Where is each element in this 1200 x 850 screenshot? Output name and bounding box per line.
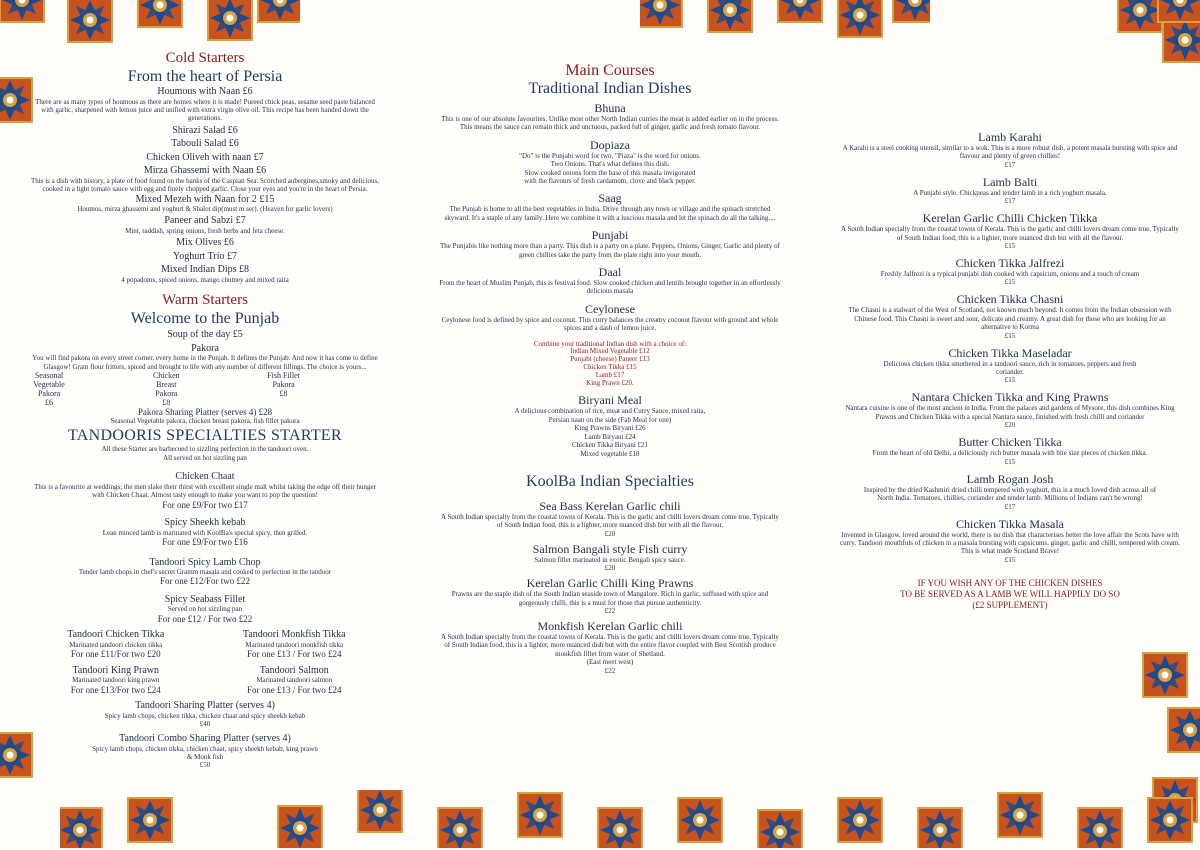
middle-column: [438, 62, 782, 675]
item-price: For one £13 / For two £24: [247, 684, 342, 695]
item-description: Persian naan on the side (Fab Meal for one): [548, 415, 672, 424]
tandoori-item: [30, 629, 202, 660]
menu-item: Pakora: [191, 342, 219, 354]
item-description: A Karahi is a steel cooking utensil, similar to a wok. This is a more robust dish, a potent masala bursting with spice and flavour and plenty of green chillies!: [842, 144, 1178, 161]
option-price: £8: [162, 398, 171, 408]
menu-item: Chicken Oliveh with naan £7: [146, 151, 264, 163]
menu-item: Tandoori Sharing Platter (serves 4): [135, 700, 275, 712]
item-description: (East meet west): [586, 658, 634, 667]
menu-item: Shirazi Salad £6: [172, 124, 238, 136]
item-description: This is a favourite at weddings; the men slake their thirst with excellent single malt whilst taking the edge off their hunger with Chicken Chaat. Almost tasty enough to make you want to pop the question!: [34, 482, 376, 500]
item-description: Tender lamb chops in chef's secret Gramm masala and cooked to perfection in the tandoor: [78, 568, 332, 576]
dish-name: Punjabi: [591, 228, 629, 243]
item-description: A South Indian specialty from the coastal towns of Kerala. This is the garlic and chilli lovers dream come true. Typically of South Indian food, this is a lighter, more nuanced dish but with all the flavour.: [441, 512, 779, 530]
menu-item: Mixed Mezeh with Naan for 2 £15: [135, 193, 275, 205]
item-price: £17: [1004, 160, 1016, 169]
option-name: Seasonal Vegetable Pakora: [33, 371, 65, 399]
dish-name: Chicken Tikka Chasni: [956, 292, 1064, 307]
item-description: 4 popadoms, spiced onions, mango chutney and mixed raita: [121, 275, 289, 284]
pakora-option: [147, 371, 263, 407]
tandoori-title: TANDOORIS SPECIALTIES STARTER: [68, 427, 342, 445]
item-price: For one £9/For two £17: [162, 499, 248, 510]
item-description: From the heart of old Delhi, a deliciously rich butter masala with bite size pieces of chicken tikka.: [872, 449, 1148, 458]
menu-item: Mix Olives £6: [176, 237, 234, 249]
menu-item: Chicken Chaat: [175, 471, 235, 483]
notice-line: TO BE SERVED AS A LAMB WE WILL HAPPILY DO SO: [900, 588, 1120, 599]
item-description: "Do" is the Punjabi word for two, "Piaza" is the word for onions.: [519, 151, 701, 160]
choice-item: Indian Mixed Vegetable £12: [570, 347, 650, 356]
menu-item: Houmous with Naan £6: [157, 86, 253, 97]
item-description: All these Starter are barbecued to sizzling perfection in the tandoori oven.: [101, 445, 309, 454]
item-price: £22: [604, 606, 616, 615]
item-price: For one £9/For two £16: [162, 537, 248, 547]
item-price: £50: [199, 761, 211, 770]
option-price: £8: [279, 389, 288, 399]
item-description: Nantara cuisine is one of the most ancient in India. From the palaces and gardens of Mysore, this dish combines King Prawns and Chicken Tikka with a special Nantara sauce, finished with fresh chilli and coriander: [845, 404, 1175, 421]
tandoori-pair: [30, 629, 380, 660]
item-price: £17: [1004, 197, 1016, 206]
biryani-option: Chicken Tikka Biryani £21: [571, 441, 649, 450]
item-price: £40: [199, 720, 211, 729]
dish-name: Daal: [598, 265, 622, 280]
dish-name: Chicken Tikka Jalfrezi: [955, 256, 1065, 271]
item-description: Ceylonese food is defined by spice and coconut. This curry balances the creamy coconut flavour with ground and whole spices and a dash of lemon juice.: [441, 315, 779, 333]
biryani-option: Mixed vegetable £18: [580, 449, 640, 458]
choice-item: Chicken Tikka £15: [583, 363, 637, 372]
item-price: £20: [604, 564, 616, 573]
item-price: For one £13 / For two £24: [247, 649, 342, 660]
cold-starters-subtitle: From the heart of Persia: [127, 68, 283, 85]
pakora-option: [30, 371, 146, 407]
item-description: Marinated tandoori king prawn: [72, 676, 160, 685]
dish-name: Ceylonese: [585, 301, 635, 316]
item-description: Marinated tandoori monkfish tikka: [245, 640, 344, 649]
dish-name: Monkfish Kerelan Garlic chili: [537, 618, 683, 633]
item-description: Marinated tandoori chicken tikka: [69, 640, 163, 649]
dish-name: Kerelan Garlic Chilli Chicken Tikka: [922, 211, 1098, 226]
notice-line: IF YOU WISH ANY OF THE CHICKEN DISHES: [917, 577, 1103, 588]
bottom-tiles: [60, 790, 1200, 848]
menu-item: Tandoori Spicy Lamb Chop: [149, 556, 261, 568]
pakora-option: [265, 371, 381, 407]
menu-item: Yoghurt Trio £7: [172, 250, 237, 262]
item-description: This is a dish with history, a plate of food found on the banks of the Caspian Sea. Scorched aubergines,smoky and delicious, cooked in a light tomato sauce with egg and finely chopped garlic. Close your eyes and you're in the heart of Persia.: [31, 176, 379, 194]
menu-item: Pakora Sharing Platter (serves 4) £28: [137, 407, 273, 418]
menu-item: Spicy Sheekh kebab: [164, 517, 246, 529]
item-description: Served on hot sizzling pan: [167, 605, 243, 614]
item-description: Inspired by the dried Kashmiri dried chilli tempered with yoghurt, this is a much loved dish across all of North India. Tomatoes, chillies, coriander and tender lamb. Millions of Indians can't be wrong!: [863, 485, 1157, 503]
top-right-tiles: [1100, 0, 1200, 90]
tandoori-item: [209, 665, 381, 696]
menu-item: Mirza Ghassemi with Naan £6: [143, 165, 267, 177]
item-description: You will find pakora on every street corner, every home in the Punjab. It defines the Punjab. And now it has come to define Glasgow! Gram flour fritters, spiced and brought to life with any number of different fillings. The choice is yours...: [32, 354, 378, 371]
notice-line: (£2 SUPPLEMENT): [972, 599, 1048, 610]
dish-name: Salmon Bangali style Fish curry: [532, 541, 688, 556]
dish-name: Saag: [598, 191, 622, 206]
dish-name: Kerelan Garlic Chilli King Prawns: [526, 576, 694, 591]
item-description: This is one of our absolute favourites. Unlike most other North Indian curries the meat is added earlier on in the process. This means the sauce can remain thick and unctuous, packed full of ginger, garlic and fresh tomato flavour.: [441, 115, 779, 132]
item-price: £15: [1004, 331, 1016, 340]
item-price: £15: [1004, 457, 1016, 466]
item-price: For one £13/For two £24: [70, 684, 161, 695]
item-description: Salmon fillet marinated in exotic Bengali spicy sauce.: [534, 555, 686, 564]
tandoori-item: [30, 665, 202, 696]
item-price: £20: [604, 529, 616, 538]
item-price: £15: [1004, 278, 1016, 287]
item-price: £15: [1004, 555, 1016, 564]
item-description: The Punjabis like nothing more than a party. This dish is a party on a plate. Peppers, Onions, Ginger, Garlic and plenty of green chillies take the party from the plate right into your mouth.: [440, 242, 780, 259]
top-mid-tiles: [640, 0, 930, 55]
choice-item: King Prawn £20.: [586, 378, 634, 387]
item-description: Delicious chicken tikka smothered in a tandoori sauce, rich in tomatoes, peppers and fresh coriander.: [883, 359, 1137, 377]
item-description: The Chasni is a stalwart of the West of Scotland, not known much beyond. It comes from the Indian obsession with Chinese food. This Chasni is sweet and sour, delicate and creamy. A great dish for those who are looking for an alternative to Korma: [848, 306, 1172, 332]
dish-name: Bhuna: [594, 101, 626, 115]
item-description: Freshly Jalfrezi is a typical punjabi dish cooked with capsicum, onions and a touch of cream: [880, 270, 1140, 279]
menu-item: Tandoori Monkfish Tikka: [242, 629, 346, 641]
dish-name: Biryani Meal: [578, 393, 642, 408]
item-description: Lean minced lamb is marinated with KoolBa's special spicy, then grilled.: [102, 528, 308, 537]
dish-name: Nantara Chicken Tikka and King Prawns: [911, 390, 1109, 405]
pakora-options: [30, 371, 380, 407]
item-price: £17: [1004, 502, 1016, 511]
item-description: Prawns are the staple dish of the South Indian seaside town of Mangalore. Rich in garlic, suffused with spice and gorgeously chilli, this is a must for those that pursue authenticity.: [451, 590, 769, 607]
main-courses-title: Main Courses: [565, 62, 655, 79]
koolba-specialties-title: KoolBa Indian Specialties: [526, 472, 694, 490]
dish-name: Chicken Tikka Masala: [956, 516, 1064, 531]
dish-name: Butter Chicken Tikka: [958, 435, 1062, 450]
item-description: Spicy lamb chops, chicken tikka, chicken chaat, spicy sheekh kebab, king prawn & Monk fish: [92, 744, 318, 761]
item-description: Two Onions. That's what defines this dish.: [550, 160, 670, 169]
dish-name: Lamb Rogan Josh: [966, 471, 1054, 486]
dish-name: Lamb Balti: [982, 174, 1038, 189]
option-price: £6: [45, 398, 54, 408]
item-description: A Punjabi style. Chickpeas and tender lamb in a rich yoghurt masala.: [913, 188, 1107, 197]
item-description: with the flavours of fresh cardamom, clove and black pepper.: [524, 177, 696, 186]
item-price: £22: [604, 666, 616, 675]
dish-name: Lamb Karahi: [978, 130, 1042, 144]
menu-item: Tandoori Combo Sharing Platter (serves 4): [119, 733, 291, 745]
lamb-substitution-notice: [840, 578, 1180, 611]
tandoori-item: [209, 629, 381, 660]
menu-item: Mixed Indian Dips £8: [160, 264, 250, 276]
item-price: £20: [1004, 421, 1016, 430]
item-description: Seasonal Vegetable pakora, chicken breast pakora, fish fillet pakora: [110, 417, 300, 426]
right-column: [840, 130, 1180, 611]
main-courses-subtitle: Traditional Indian Dishes: [528, 80, 692, 97]
dish-name: Dopiaza: [590, 137, 630, 152]
item-description: From the heart of Muslim Punjab, this is festival food. Slow cooked chicken and lentils brought together in an effortlessly delicious masala: [439, 279, 781, 296]
choice-item: Punjabi (cheese) Paneer £13: [570, 355, 650, 364]
item-description: A South Indian specialty from the coastal towns of Kerala. This is the garlic and chilli lovers dream come true. Typically of South Indian food, this is a lighter, more nuanced dish but with the entire flavor coupled with Best Scottish produce monkfish fillet from water of Shetland.: [441, 632, 779, 658]
item-description: Houmos, mirza ghassemi and yoghurt & Shalot dip(must m ser). (Heaven for garlic lovers): [77, 205, 333, 214]
option-name: Chicken Breast Pakora: [152, 371, 180, 399]
menu-item: Tandoori Salmon: [259, 664, 329, 676]
item-description: Invented in Glasgow, loved around the world, there is no dish that characterises better the love affair the Scots have with curry. Tandoori mouthfuls of chicken in a masala bursting with capsicums, ginger, garlic and chilli, tempered with cream. This is what made Scotland Brave!: [840, 530, 1180, 556]
combine-note: Combine your traditional Indian dish with a choice of:: [533, 339, 687, 348]
menu-item: Tabouli Salad £6: [171, 138, 239, 150]
item-description: Spicy lamb chops, chicken tikka, chicken chaat and spicy sheekh kebab: [104, 711, 306, 720]
left-column: [30, 50, 380, 769]
item-description: The Punjab is home to all the best vegetables in India. Drive through any town or village and the spinach stretched skyward. It's a staple of any family. Here we combine it with a luscious masala and let the spinach do all the talking....: [444, 205, 776, 222]
item-description: All served on hot sizzling pan: [163, 453, 247, 462]
item-description: A South Indian specialty from the coastal towns of Kerala. This is the garlic and chilli lovers dream come true. Typically of South Indian food, this is a lighter, more nuanced dish but with all the flavour.: [841, 225, 1179, 242]
item-description: A delicious combination of rice, meat and Curry Sauce, mixed raita,: [514, 407, 706, 416]
item-description: Slow cooked onions form the base of this masala invigorated: [524, 168, 696, 177]
dish-name: Sea Bass Kerelan Garlic chili: [539, 498, 681, 513]
option-name: Fish Fillet Pakora: [267, 371, 300, 390]
item-price: For one £11/For two £20: [70, 649, 161, 660]
item-price: For one £12 / For two £22: [157, 613, 253, 624]
biryani-option: King Prawns Biryani £26: [574, 424, 646, 433]
item-description: Marinated tandoori salmon: [256, 676, 333, 685]
item-price: £15: [1004, 376, 1016, 385]
item-description: There are as many types of houmous as there are homes where it is made! Pureed chick peas, sesame seed paste balanced with garlic, sharpened with lemon juice and unified with extra virgin olive oil. This recipe has been handed down the generations.: [35, 97, 375, 123]
cold-starters-title: Cold Starters: [165, 50, 245, 66]
menu-item: Spicy Seabass Fillet: [164, 593, 246, 605]
warm-starters-subtitle: Welcome to the Punjab: [130, 310, 280, 328]
dish-name: Chicken Tikka Maseladar: [948, 345, 1072, 360]
biryani-option: Lamb Biryani £24: [584, 432, 636, 441]
choice-item: Lamb £17: [595, 370, 625, 379]
menu-item: Tandoori Chicken Tikka: [67, 629, 165, 641]
menu-item: Soup of the day £5: [167, 329, 243, 341]
warm-starters-title: Warm Starters: [162, 292, 248, 309]
menu-item: Paneer and Sabzi £7: [164, 215, 246, 227]
menu-item: Tandoori King Prawn: [72, 664, 159, 676]
item-price: For one £12/For two £22: [160, 576, 250, 587]
tandoori-pair: [30, 665, 380, 696]
item-price: £15: [1004, 242, 1016, 251]
item-description: Mint, raddish, spring onions, fresh herbs and feta cheese.: [125, 226, 285, 235]
